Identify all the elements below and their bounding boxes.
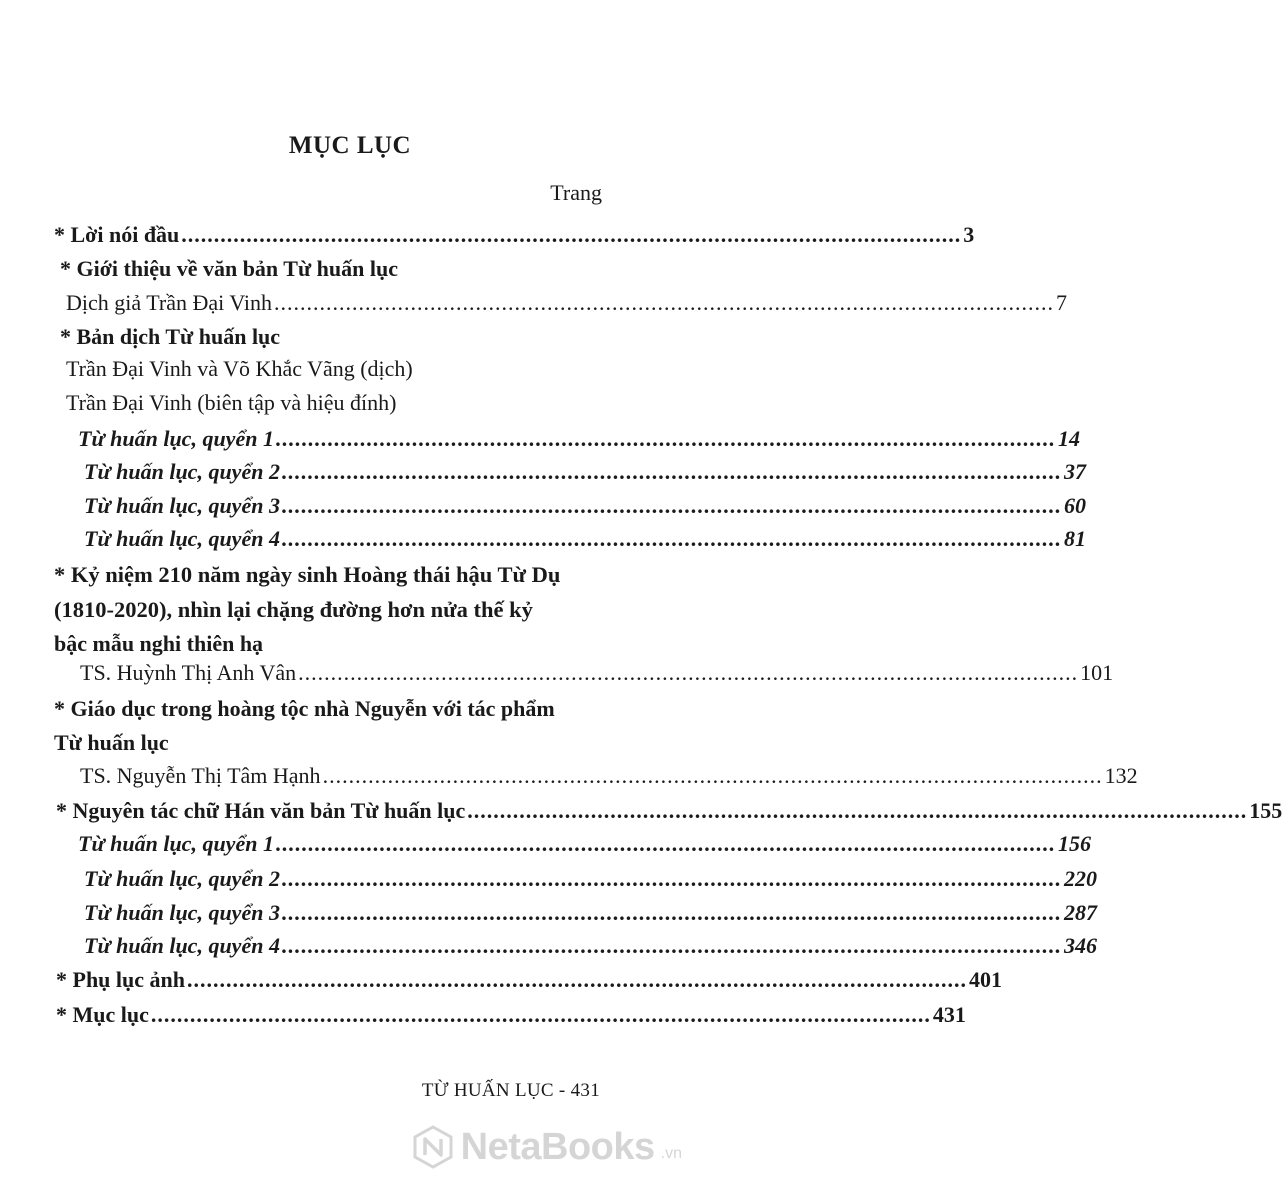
toc-page-number: 37 [1063,459,1086,484]
toc-page-number: 132 [1104,763,1138,788]
toc-entry: Từ huấn lục [54,730,169,755]
leader-dots: ........................................................................................................................ [281,866,1062,891]
toc-page-number: 155 [1249,798,1282,823]
toc-entry: Từ huấn lục, quyển 2 ........................................................................................................................ 37 [84,455,600,489]
toc-entry: * Lời nói đầu ........................................................................................................................ 3 [54,218,598,252]
page-title: MỤC LỤC [288,132,412,159]
toc-entry: TS. Nguyễn Thị Tâm Hạnh ........................................................................................................................ 132 [80,759,600,793]
toc-entry: * Nguyên tác chữ Hán văn bản Từ huấn lục ........................................................................................................................ 155 [56,794,600,828]
leader-dots: ........................................................................................................................ [275,426,1056,451]
toc-entry: TS. Huỳnh Thị Anh Vân ........................................................................................................................ 101 [80,656,600,690]
toc-page-number: 81 [1063,526,1086,551]
leader-dots: ........................................................................................................................ [467,798,1248,823]
toc-page-number: 401 [969,967,1002,992]
toc-entry: * Giới thiệu về văn bản Từ huấn lục [60,256,398,281]
toc-entry: Từ huấn lục, quyển 3 ........................................................................................................................ 287 [84,896,600,930]
toc-entry: * Giáo dục trong hoàng tộc nhà Nguyễn với tác phẩm [54,696,555,721]
toc-entry: Trần Đại Vinh và Võ Khắc Vãng (dịch) [66,356,413,381]
toc-page-number: 220 [1063,866,1097,891]
toc-entry: Từ huấn lục, quyển 3 ........................................................................................................................ 60 [84,489,600,523]
toc-entry: * Kỷ niệm 210 năm ngày sinh Hoàng thái hậu Từ Dụ [54,562,561,587]
page-column-label: Trang [550,180,602,205]
leader-dots: ........................................................................................................................ [274,290,1055,315]
toc-entry: Từ huấn lục, quyển 1 ........................................................................................................................ 14 [78,422,600,456]
toc-page-number: 156 [1057,831,1091,856]
toc-page-number: 101 [1080,660,1114,685]
leader-dots: ........................................................................................................................ [181,222,962,247]
leader-dots: ........................................................................................................................ [150,1002,931,1027]
toc-entry: Từ huấn lục, quyển 4 ........................................................................................................................ 346 [84,929,600,963]
toc-page-number: 3 [963,222,975,247]
leader-dots: ........................................................................................................................ [298,660,1079,685]
toc-entry: Dịch giả Trần Đại Vinh ........................................................................................................................ 7 [66,286,598,320]
leader-dots: ........................................................................................................................ [275,831,1056,856]
toc-entry: Từ huấn lục, quyển 4 ........................................................................................................................ 81 [84,522,600,556]
running-footer: TỪ HUẤN LỤC - 431 [421,1080,600,1101]
toc-page-number: 7 [1056,290,1068,315]
toc-page-number: 14 [1057,426,1080,451]
toc-page-number: 60 [1063,493,1086,518]
watermark [411,1125,682,1169]
toc-entry: * Mục lục ........................................................................................................................ 431 [56,998,600,1032]
toc-entry: bậc mẫu nghi thiên hạ [54,631,264,656]
toc-page-number: 431 [932,1002,966,1027]
watermark-brand: NetaBooks [460,1125,655,1168]
toc-entry: Từ huấn lục, quyển 1 ........................................................................................................................ 156 [78,827,600,861]
toc-entry: Trần Đại Vinh (biên tập và hiệu đính) [66,390,397,415]
toc-entry: * Bản dịch Từ huấn lục [60,324,281,349]
toc-entry: * Phụ lục ảnh ........................................................................................................................ 401 [56,963,600,997]
watermark-suffix: .vn [660,1145,682,1162]
leader-dots: ........................................................................................................................ [322,763,1103,788]
leader-dots: ........................................................................................................................ [281,900,1062,925]
toc-page-number: 346 [1063,933,1097,958]
toc-page-number: 287 [1063,900,1097,925]
leader-dots: ........................................................................................................................ [281,526,1062,551]
netabooks-logo-icon [411,1125,455,1169]
toc-entry: (1810-2020), nhìn lại chặng đường hơn nửa thế kỷ [54,597,533,622]
leader-dots: ........................................................................................................................ [187,967,967,992]
leader-dots: ........................................................................................................................ [281,459,1062,484]
toc-entry: Từ huấn lục, quyển 2 ........................................................................................................................ 220 [84,862,600,896]
leader-dots: ........................................................................................................................ [281,493,1062,518]
leader-dots: ........................................................................................................................ [281,933,1062,958]
